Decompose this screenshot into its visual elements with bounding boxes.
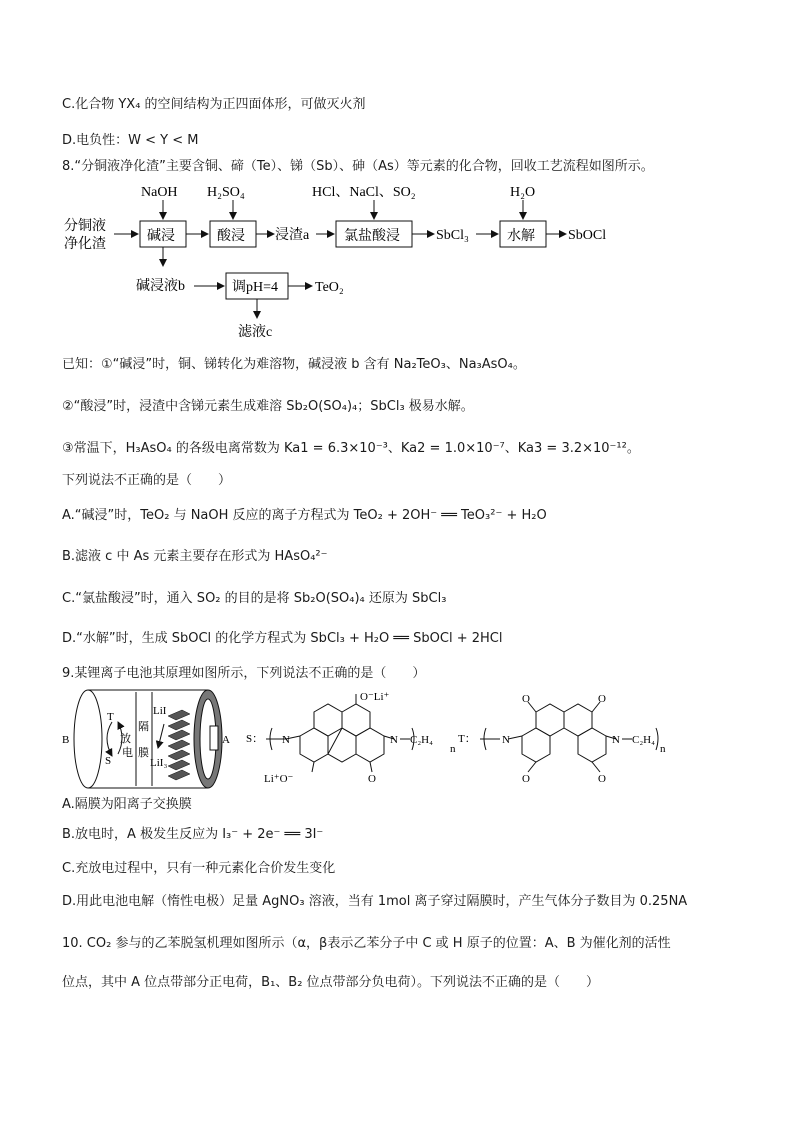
s-subscript-n: n [450,743,456,755]
s-lio-bottom: Li⁺O⁻ [264,773,294,785]
reagent-h2so4: H₂SO₄ [207,185,245,200]
question-10-line2: 位点，其中 A 位点带部分正电荷，B₁、B₂ 位点带部分负电荷）。下列说法不正确的是（ ） [62,975,600,990]
option-c-q8: C.“氯盐酸浸”时，通入 SO₂ 的目的是将 Sb₂O(SO₄)₄ 还原为 SbCl₃ [62,591,447,606]
known-1: 已知：①“碱浸”时，铜、锑转化为难溶物，碱浸液 b 含有 Na₂TeO₃、Na₃AsO₄。 [62,357,526,372]
t-o-bottom-right: O [598,773,606,785]
process-flowchart [60,176,660,344]
t-o-top-right: O [598,693,606,705]
membrane-label-2: 膜 [138,747,149,759]
s-oli-top: O⁻Li⁺ [360,692,390,703]
s-n-right: N [390,734,398,746]
box-chloride-leach-label: 氯盐酸浸 [344,229,400,244]
start-material-line1: 分铜液 [64,219,106,234]
question-8-stem: 8.“分铜液净化渣”主要含铜、碲（Te）、锑（Sb）、砷（As）等元素的化合物，回收工艺流程如图所示。 [62,159,654,174]
battery-diagram [60,686,240,794]
t-n-right: N [612,734,620,746]
t-n-left: N [502,734,510,746]
option-b-q8: B.滤液 c 中 As 元素主要存在形式为 HAsO₄²⁻ [62,549,328,564]
question-9-stem: 9.某锂离子电池其原理如图所示，下列说法不正确的是（ ） [62,666,426,681]
t-o-top-left: O [522,693,530,705]
membrane-label-1: 隔 [138,721,149,733]
residue-a: 浸渣a [275,228,310,243]
s-n-left: N [282,734,290,746]
t-o-bottom-left: O [522,773,530,785]
filtrate-c: 滤液c [238,325,273,340]
option-a-q8: A.“碱浸”时，TeO₂ 与 NaOH 反应的离子方程式为 TeO₂ + 2OH⁻ ══ TeO₃²⁻ + H₂O [62,508,547,523]
polymer-s-structure [244,692,464,792]
product-teo2: TeO₂ [315,280,344,295]
reagents-hcl-nacl-so2: HCl、NaCl、SO₂ [312,185,416,200]
box-alkali-leach-label: 碱浸 [147,229,175,244]
question-8-ask: 下列说法不正确的是（ ） [62,473,232,488]
box-hydrolysis-label: 水解 [507,229,535,244]
question-10-line1: 10. CO₂ 参与的乙苯脱氢机理如图所示（α，β表示乙苯分子中 C 或 H 原子的位置：A、B 为催化剂的活性 [62,936,671,951]
option-d-q8: D.“水解”时，生成 SbOCl 的化学方程式为 SbCl₃ + H₂O ══ SbOCl + 2HCl [62,631,503,646]
option-d-q9: D.用此电池电解（惰性电极）足量 AgNO₃ 溶液，当有 1mol 离子穿过隔膜时，产生气体分子数目为 0.25NA [62,894,688,909]
polymer-t-structure [456,692,676,792]
lii3-label: LiI₃ [150,757,168,769]
t-c2h4: C₂H₄ [632,734,655,746]
electrode-b-label: B [62,734,70,746]
option-d-q7: D.电负性：W < Y < M [62,133,199,148]
option-c-q7: C.化合物 YX₄ 的空间结构为正四面体形，可做灭火剂 [62,97,366,112]
known-2: ②“酸浸”时，浸渣中含锑元素生成难溶 Sb₂O(SO₄)₄；SbCl₃ 极易水解。 [62,399,474,414]
alkali-liquor-b: 碱浸液b [136,279,185,294]
product-sbocl: SbOCl [568,228,607,243]
known-3: ③常温下，H₃AsO₄ 的各级电离常数为 Ka1 = 6.3×10⁻³、Ka2 = 1.0×10⁻⁷、Ka3 = 3.2×10⁻¹²。 [62,441,640,456]
reagent-h2o: H₂O [510,185,536,200]
t-subscript-n: n [660,743,666,755]
s-o-bottom-right: O [368,773,376,785]
polymer-s-label: S： [246,733,264,745]
s-c2h4: C₂H₄ [410,734,433,746]
start-material-line2: 净化渣 [64,237,106,252]
species-t-label: T [107,711,114,723]
polymer-t-label: T： [458,733,476,745]
intermediate-sbcl3: SbCl₃ [436,228,469,243]
reagent-naoh: NaOH [141,185,178,200]
lii-label: LiI [153,705,167,717]
option-b-q9: B.放电时，A 极发生反应为 I₃⁻ + 2e⁻ ══ 3I⁻ [62,827,324,842]
electrode-a-label: A [222,734,230,746]
discharge-label-1: 放 [120,733,131,745]
option-c-q9: C.充放电过程中，只有一种元素化合价发生变化 [62,861,336,876]
option-a-q9: A.隔膜为阳离子交换膜 [62,797,192,812]
box-acid-leach-label: 酸浸 [217,229,245,244]
discharge-label-2: 电 [122,747,133,759]
box-adjust-ph-label: 调pH=4 [232,280,279,295]
species-s-label: S [105,755,112,767]
